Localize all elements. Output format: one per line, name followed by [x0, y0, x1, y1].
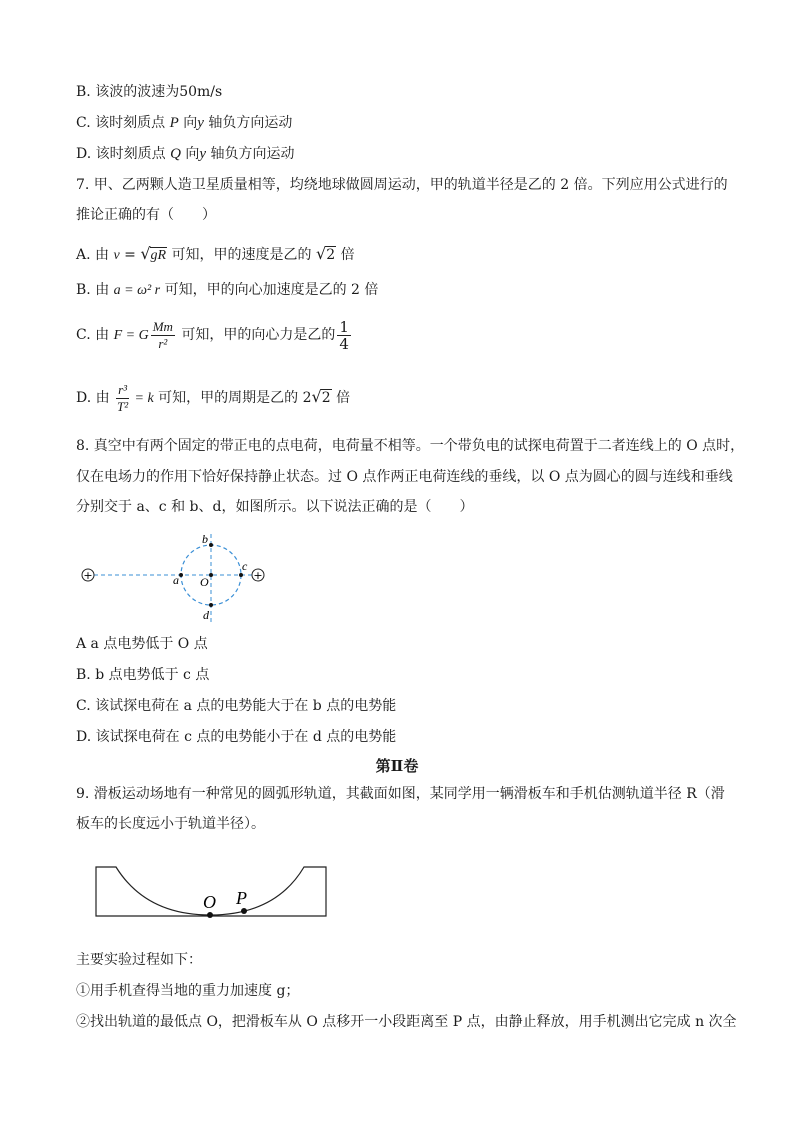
q7-c-lhs: F = G: [113, 328, 149, 343]
q7-d-coef: 2: [302, 390, 312, 406]
label-d: d: [203, 608, 209, 622]
plus-sign-right: +: [253, 569, 263, 582]
label-b: b: [202, 532, 208, 546]
q7-c-fraction: [151, 319, 175, 352]
q7-option-c: [76, 318, 353, 353]
q7-b-formula: a = ω² r: [113, 283, 161, 298]
q7-a-lhs: v: [113, 248, 120, 263]
q8-stem-line1: 8. 真空中有两个固定的带正电的点电荷，电荷量不相等。一个带负电的试探电荷置于二者连线上的 O 点时，: [76, 438, 745, 454]
q8-option-b: B. b 点电势低于 c 点: [76, 667, 210, 683]
point-O: [209, 573, 213, 577]
q6-c-pre: C. 该时刻质点: [76, 115, 170, 131]
label-c: c: [242, 559, 248, 573]
q7-a-pre: A. 由: [76, 247, 114, 263]
q7-c-numerator: Mm: [152, 318, 173, 334]
q6-option-d: [76, 144, 295, 164]
q7-d-root: 2: [321, 390, 331, 406]
q8-stem-line2: 仅在电场力的作用下恰好保持静止状态。过 O 点作两正电荷连线的垂线，以 O 点为圆心的圆与连线和垂线: [76, 469, 733, 485]
q7-a-root: 2: [326, 247, 336, 263]
q7-c-mid: 可知，甲的向心力是乙的: [176, 327, 336, 343]
sqrt-icon: √: [316, 244, 327, 263]
point-a: [179, 573, 183, 577]
q7-d-fraction: [116, 382, 129, 415]
q7-b-pre: B. 由: [76, 282, 114, 298]
q9-step1: ①用手机查得当地的重力加速度 g；: [76, 983, 300, 999]
point-c: [239, 573, 243, 577]
q7-d-numerator: r³: [118, 381, 128, 397]
q9-stem-line2: 板车的长度远小于轨道半径）。: [76, 816, 265, 832]
q6-c-var2: y: [197, 115, 204, 131]
q7-c-ratio-num: 1: [339, 317, 349, 336]
q6-c-mid: 向: [178, 115, 198, 131]
sqrt-icon: √: [140, 244, 151, 263]
q7-stem-line1: 7. 甲、乙两颗人造卫星质量相等，均绕地球做圆周运动，甲的轨道半径是乙的 2 倍。下列应用公式进行的: [76, 177, 728, 193]
q6-d-pre: D. 该时刻质点: [76, 146, 171, 162]
q7-c-pre: C. 由: [76, 327, 114, 343]
q8-option-a: A a 点电势低于 O 点: [76, 636, 208, 652]
q9-step2: ②找出轨道的最低点 O，把滑板车从 O 点移开一小段距离至 P 点，由静止释放，用手机测出它完成 n 次全: [76, 1014, 737, 1030]
q7-b-post: 可知，甲的向心加速度是乙的 2 倍: [160, 282, 379, 298]
q9-stem-line1: 9. 滑板运动场地有一种常见的圆弧形轨道，其截面如图，某同学用一辆滑板车和手机估测轨道半径 R（滑: [76, 786, 725, 802]
sqrt-icon: √: [311, 387, 322, 406]
q7-a-mid: 可知，甲的速度是乙的: [167, 247, 316, 263]
q6-d-var1: Q: [170, 146, 181, 162]
q8-diagram: [76, 528, 276, 628]
q9-track-diagram: [94, 862, 330, 922]
q7-d-pre: D. 由: [76, 390, 115, 406]
q6-d-var2: y: [199, 146, 207, 162]
q7-a-eq: =: [119, 247, 141, 263]
q7-option-a: [76, 244, 355, 266]
point-O: [207, 912, 213, 918]
q7-c-denominator: r²: [158, 335, 168, 351]
q6-option-b: B. 该波的波速为50m/s: [76, 84, 223, 100]
q7-d-eq: = k: [131, 391, 154, 406]
point-b: [209, 543, 213, 547]
label-O: O: [200, 575, 209, 589]
q7-d-mid: 可知，甲的周期是乙的: [153, 390, 303, 406]
q7-c-ratio: [337, 319, 351, 352]
q9-process-label: 主要实验过程如下：: [76, 952, 202, 968]
section-heading: 第Ⅱ卷: [375, 757, 419, 775]
point-d: [209, 603, 213, 607]
q6-c-post: 轴负方向运动: [203, 115, 293, 131]
q8-option-c: C. 该试探电荷在 a 点的电势能大于在 b 点的电势能: [76, 698, 397, 714]
q7-stem-line2: 推论正确的有（ ）: [76, 207, 216, 223]
q7-d-post: 倍: [331, 390, 351, 406]
q8-stem-line3: 分别交于 a、c 和 b、d，如图所示。以下说法正确的是（ ）: [76, 499, 474, 515]
q6-d-post: 轴负方向运动: [206, 146, 295, 162]
plus-sign-left: +: [83, 569, 93, 582]
q6-option-c: [76, 113, 292, 133]
q7-a-sqrt-arg: gR: [150, 248, 167, 263]
label-P: P: [236, 888, 247, 908]
q7-c-ratio-den: 4: [339, 334, 349, 353]
point-P: [241, 908, 247, 914]
q7-a-post: 倍: [336, 247, 355, 263]
label-O: O: [203, 892, 216, 912]
q7-option-b: [76, 280, 378, 301]
q7-option-d: [76, 380, 350, 416]
q6-c-var1: P: [169, 115, 179, 131]
q6-d-mid: 向: [180, 146, 200, 162]
label-a: a: [173, 573, 179, 587]
q8-option-d: D. 该试探电荷在 c 点的电势能小于在 d 点的电势能: [76, 729, 397, 745]
q7-d-denominator: T²: [116, 398, 129, 414]
